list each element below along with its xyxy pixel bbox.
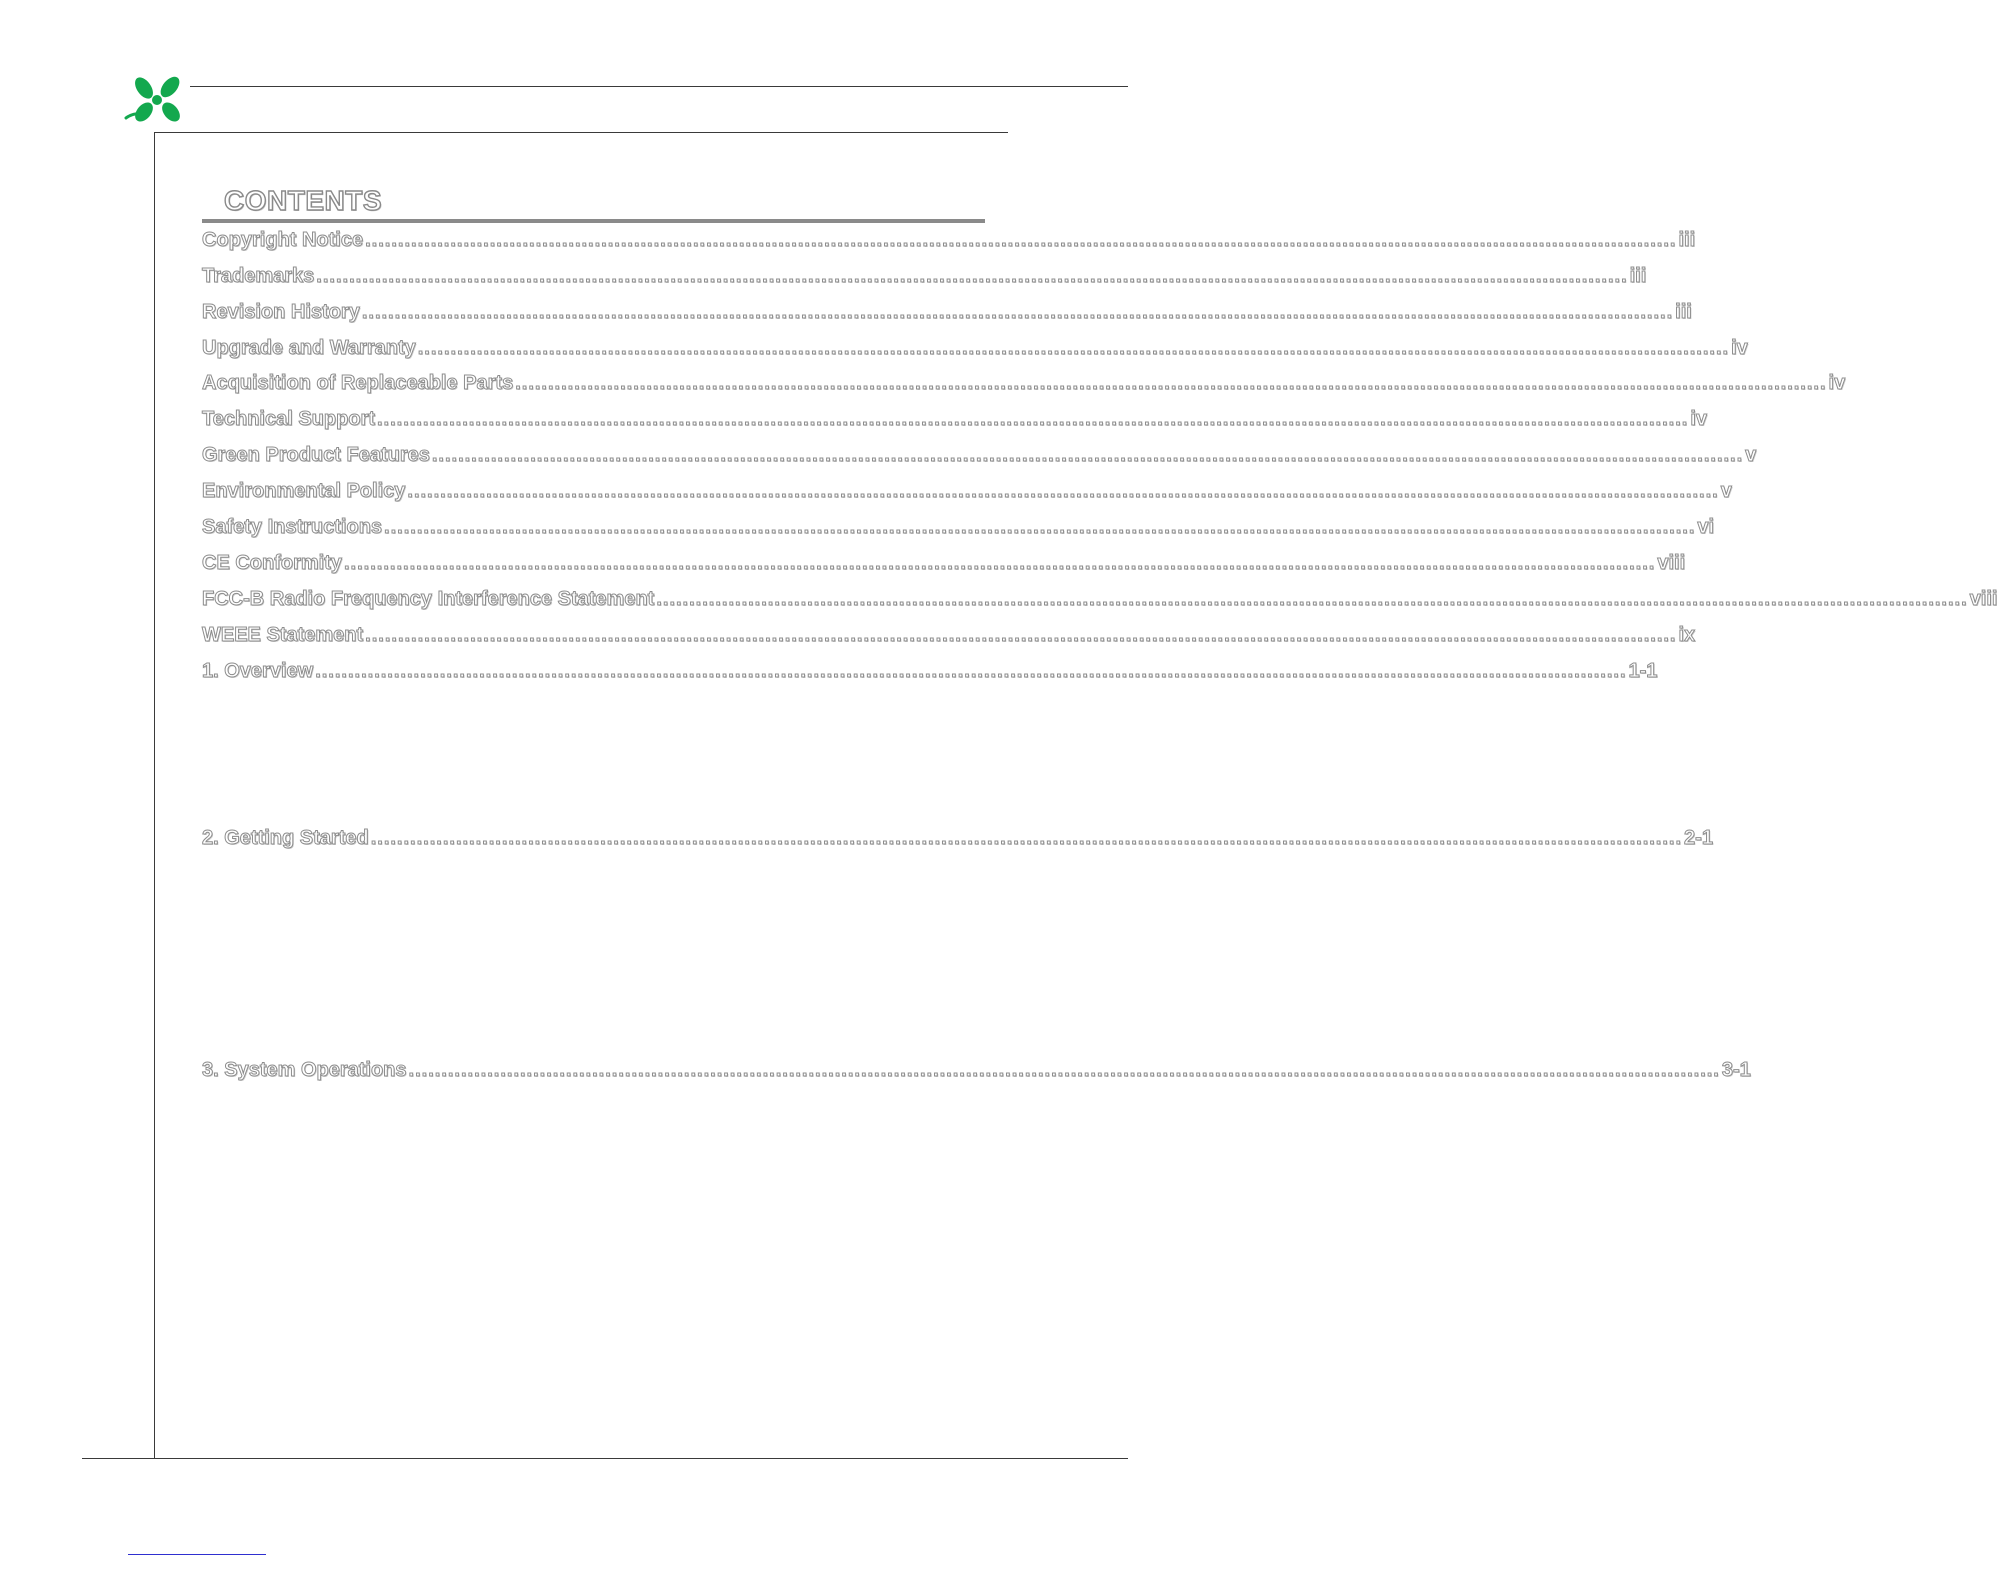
toc-entry-title: Trademarks — [202, 265, 315, 287]
toc-entry[interactable] — [202, 549, 1686, 577]
toc-entry-title: WEEE Statement — [202, 624, 364, 646]
toc-entry[interactable] — [202, 513, 1715, 541]
toc-entry-page: iv — [1731, 337, 1748, 359]
frame-left-rule — [154, 132, 155, 1458]
toc-entry-page: v — [1745, 444, 1757, 466]
toc-entry-title: Acquisition of Replaceable Parts — [202, 372, 514, 394]
toc-dot-leader: ........................................................................................................................................................................................................ — [365, 624, 1677, 646]
footer-underline — [128, 1554, 266, 1555]
toc-entry-page: iii — [1629, 265, 1647, 287]
toc-dot-leader: ........................................................................................................................................................................................................ — [431, 444, 1744, 466]
toc-entry-title: 2. Getting Started — [202, 827, 369, 849]
toc-entry-title: Revision History — [202, 301, 360, 323]
toc-entry-page: vi — [1697, 516, 1715, 538]
contents-heading: CONTENTS — [224, 185, 382, 216]
toc-entry-title: CE Conformity — [202, 552, 342, 574]
toc-entry[interactable] — [202, 441, 1757, 469]
contents-heading-rule — [202, 219, 985, 223]
toc-dot-leader: ........................................................................................................................................................................................................ — [656, 588, 1968, 610]
toc-entry-title: FCC-B Radio Frequency Interference Statement — [202, 588, 655, 610]
toc-dot-leader: ........................................................................................................................................................................................................ — [344, 552, 1656, 574]
toc-entry-page: iv — [1828, 372, 1846, 394]
toc-dot-leader: ........................................................................................................................................................................................................ — [315, 660, 1627, 682]
toc-entry[interactable] — [202, 334, 1748, 362]
toc-entry-page: iv — [1690, 408, 1707, 430]
toc-dot-leader: ........................................................................................................................................................................................................ — [361, 301, 1674, 323]
toc-dot-leader: ........................................................................................................................................................................................................ — [417, 337, 1730, 359]
toc-entry-title: Safety Instructions — [202, 516, 383, 538]
toc-entry-title: Technical Support — [202, 408, 375, 430]
toc-entry[interactable] — [202, 226, 1696, 254]
toc-entry-title: Green Product Features — [202, 444, 430, 466]
toc-entry[interactable] — [202, 477, 1732, 505]
toc-dot-leader: ........................................................................................................................................................................................................ — [316, 265, 1628, 287]
toc-entry-title: 1. Overview — [202, 660, 314, 682]
toc-entry[interactable] — [202, 1056, 1751, 1084]
toc-entry-title: 3. System Operations — [202, 1059, 407, 1081]
toc-entry-page: 1-1 — [1628, 660, 1658, 682]
frame-top-rule — [154, 132, 1008, 133]
toc-dot-leader: ........................................................................................................................................................................................................ — [365, 229, 1677, 251]
toc-entry-page: 2-1 — [1684, 827, 1713, 849]
green-clover-logo-icon — [124, 74, 190, 130]
toc-entry[interactable] — [202, 405, 1707, 433]
toc-entry-page: iii — [1678, 229, 1696, 251]
toc-entry-page: ix — [1678, 624, 1696, 646]
toc-dot-leader: ........................................................................................................................................................................................................ — [408, 1059, 1720, 1081]
toc-entry[interactable] — [202, 824, 1713, 852]
toc-entry-page: 3-1 — [1721, 1059, 1751, 1081]
toc-entry-title: Copyright Notice — [202, 229, 364, 251]
toc-entry-page: viii — [1657, 552, 1686, 574]
toc-entry-page: iii — [1675, 301, 1692, 323]
toc-entry[interactable] — [202, 585, 1997, 613]
toc-entry[interactable] — [202, 262, 1647, 290]
header-rule — [190, 86, 1128, 87]
toc-entry[interactable] — [202, 369, 1846, 397]
toc-dot-leader: ........................................................................................................................................................................................................ — [376, 408, 1689, 430]
toc-entry-page: v — [1720, 480, 1732, 502]
toc-entry[interactable] — [202, 657, 1658, 685]
footer-rule — [82, 1458, 1128, 1459]
toc-entry-title: Upgrade and Warranty — [202, 337, 416, 359]
toc-dot-leader: ........................................................................................................................................................................................................ — [407, 480, 1719, 502]
toc-entry[interactable] — [202, 298, 1692, 326]
toc-dot-leader: ........................................................................................................................................................................................................ — [384, 516, 1696, 538]
toc-entry-title: Environmental Policy — [202, 480, 406, 502]
toc-dot-leader: ........................................................................................................................................................................................................ — [370, 827, 1683, 849]
toc-entry-page: viii — [1969, 588, 1997, 610]
toc-dot-leader: ........................................................................................................................................................................................................ — [515, 372, 1827, 394]
toc-entry[interactable] — [202, 621, 1696, 649]
